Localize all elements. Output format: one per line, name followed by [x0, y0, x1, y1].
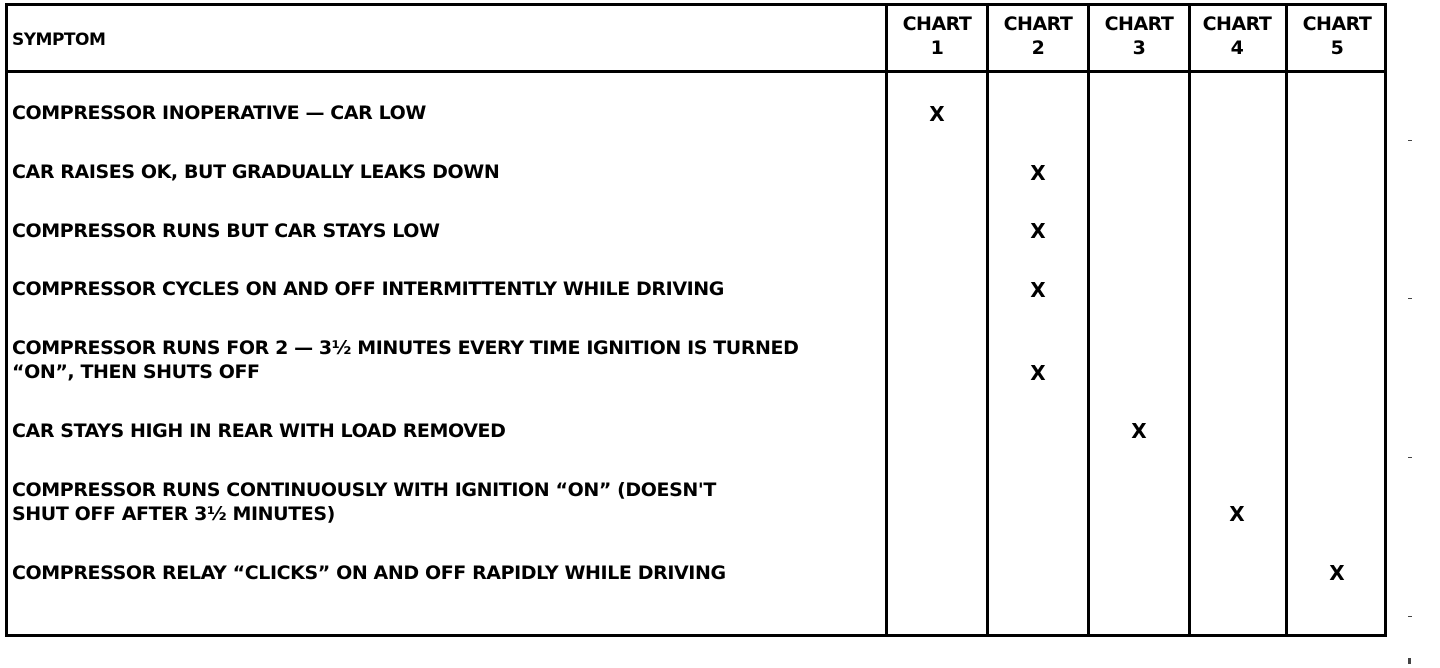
chart-mark: X	[1030, 361, 1046, 385]
header-divider	[8, 70, 1384, 73]
symptom-text: COMPRESSOR CYCLES ON AND OFF INTERMITTENTLY WHILE DRIVING	[12, 278, 724, 300]
symptom-text: COMPRESSOR RUNS CONTINUOUSLY WITH IGNITION “ON” (DOESN'T	[12, 479, 716, 501]
chart-header-number: 1	[930, 37, 944, 59]
chart-header-label: CHART	[1202, 13, 1272, 35]
symptom-text: COMPRESSOR RUNS FOR 2 — 3½ MINUTES EVERY TIME IGNITION IS TURNED	[12, 337, 799, 359]
symptom-row-5	[12, 336, 799, 384]
chart-header-label: CHART	[1003, 13, 1073, 35]
chart-header-number: 3	[1132, 37, 1146, 59]
chart-mark: X	[1030, 219, 1046, 243]
symptom-row-8	[12, 561, 726, 585]
chart-header-number: 2	[1031, 37, 1045, 59]
symptom-row-1	[12, 101, 426, 125]
chart-mark: X	[1329, 561, 1345, 585]
margin-tick	[1408, 658, 1411, 664]
symptom-text: CAR STAYS HIGH IN REAR WITH LOAD REMOVED	[12, 420, 506, 442]
margin-tick	[1408, 457, 1412, 458]
chart-mark: X	[1030, 278, 1046, 302]
symptom-row-7	[12, 478, 716, 526]
column-divider	[986, 6, 989, 634]
symptom-text: “ON”, THEN SHUTS OFF	[12, 361, 260, 383]
column-divider	[1188, 6, 1191, 634]
column-divider	[885, 6, 888, 634]
chart-5-header	[1288, 12, 1386, 60]
chart-mark: X	[929, 102, 945, 126]
symptom-text: COMPRESSOR RUNS BUT CAR STAYS LOW	[12, 220, 440, 242]
symptom-row-2	[12, 160, 499, 184]
chart-4-header	[1188, 12, 1286, 60]
symptom-text: COMPRESSOR RELAY “CLICKS” ON AND OFF RAPIDLY WHILE DRIVING	[12, 562, 726, 584]
chart-header-number: 4	[1230, 37, 1244, 59]
chart-header-label: CHART	[902, 13, 972, 35]
symptom-text: SHUT OFF AFTER 3½ MINUTES)	[12, 503, 335, 525]
margin-tick	[1408, 140, 1412, 141]
chart-3-header	[1090, 12, 1188, 60]
symptom-row-4	[12, 277, 724, 301]
chart-mark: X	[1229, 502, 1245, 526]
margin-tick	[1408, 298, 1412, 299]
chart-1-header	[888, 12, 986, 60]
chart-2-header	[989, 12, 1087, 60]
symptom-chart-table	[5, 3, 1387, 637]
symptom-text: COMPRESSOR INOPERATIVE — CAR LOW	[12, 102, 426, 124]
symptom-column-header: SYMPTOM	[12, 30, 106, 50]
chart-mark: X	[1131, 419, 1147, 443]
chart-header-label: CHART	[1302, 13, 1372, 35]
chart-mark: X	[1030, 161, 1046, 185]
symptom-row-3	[12, 219, 440, 243]
chart-header-number: 5	[1330, 37, 1344, 59]
column-divider	[1285, 6, 1288, 634]
chart-header-label: CHART	[1104, 13, 1174, 35]
column-divider	[1087, 6, 1090, 634]
symptom-text: CAR RAISES OK, BUT GRADUALLY LEAKS DOWN	[12, 161, 500, 183]
margin-tick	[1408, 616, 1412, 617]
symptom-row-6	[12, 419, 506, 443]
